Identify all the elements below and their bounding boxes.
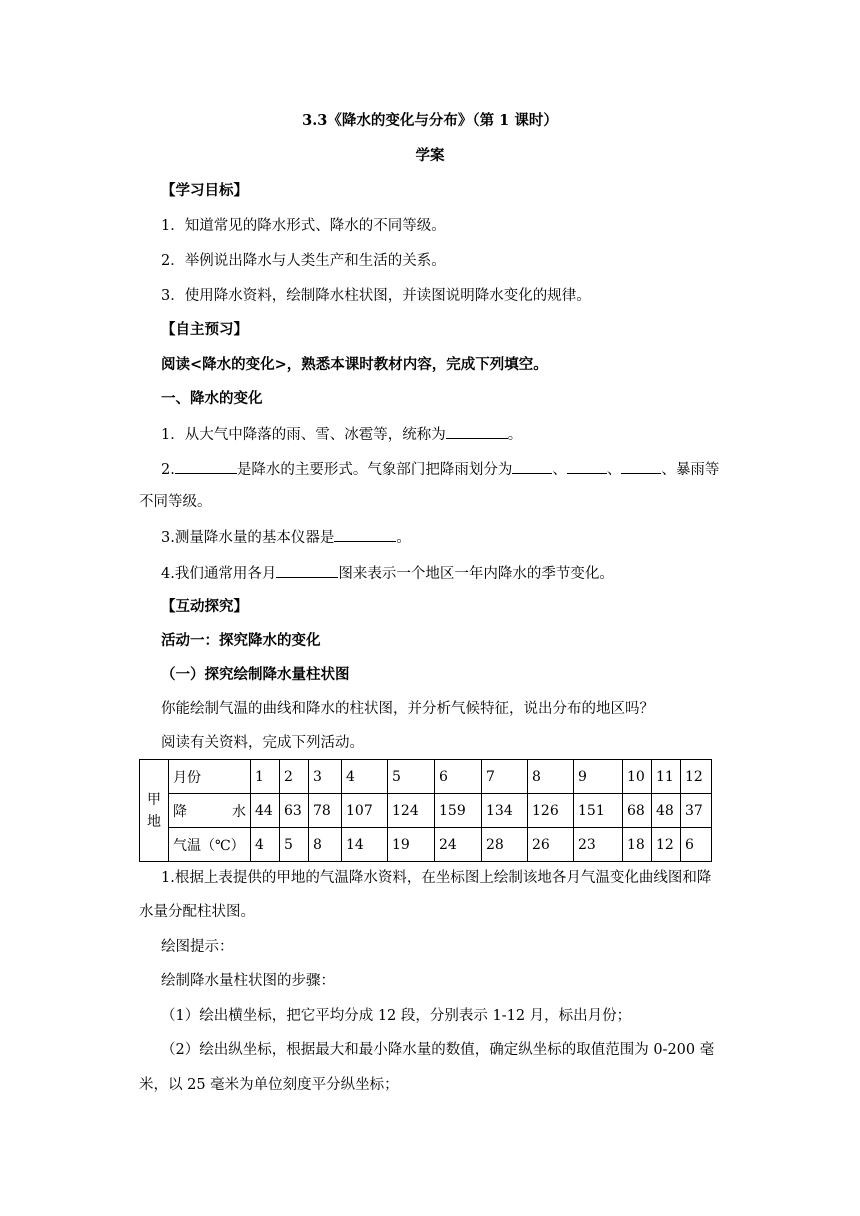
steps-title: 绘制降水量柱状图的步骤：	[161, 973, 335, 989]
table-cell: 48	[652, 794, 681, 828]
separator: 、	[552, 462, 567, 478]
table-cell: 12	[681, 760, 712, 794]
table-cell: 3	[309, 760, 342, 794]
row-label: 月份	[169, 760, 251, 794]
place-label: 甲	[147, 791, 161, 808]
question-text: 4.我们通常用各月	[161, 566, 277, 582]
table-cell: 4	[251, 828, 280, 862]
table-cell: 6	[435, 760, 482, 794]
table-cell: 23	[574, 828, 623, 862]
explore-paragraph: 阅读有关资料，完成下列活动。	[161, 735, 364, 751]
table-cell: 1	[251, 760, 280, 794]
preview-section-title: 一、降水的变化	[161, 390, 263, 407]
explore-paragraph: 你能绘制气温的曲线和降水的柱状图，并分析气候特征，说出分布的地区吗？	[161, 701, 654, 717]
step-item: （2）绘出纵坐标，根据最大和最小降水量的数值，确定纵坐标的取值范围为 0-200 毫	[161, 1042, 715, 1058]
question-text: 图来表示一个地区一年内降水的季节变化。	[338, 566, 614, 582]
table-cell: 9	[574, 760, 623, 794]
task-paragraph: 1.根据上表提供的甲地的气温降水资料，在坐标图上绘制该地各月气温变化曲线图和降	[161, 870, 712, 886]
row-label	[169, 794, 251, 828]
table-cell: 19	[388, 828, 435, 862]
table-cell: 5	[388, 760, 435, 794]
question-text: 2.	[161, 462, 175, 478]
place-label: 地	[147, 813, 161, 830]
climate-data-table	[139, 759, 712, 862]
question-text: 是降水的主要形式。气象部门把降雨划分为	[236, 462, 513, 478]
table-cell: 11	[652, 760, 681, 794]
fill-blank[interactable]	[567, 459, 607, 474]
table-cell: 151	[574, 794, 623, 828]
question-2	[161, 459, 719, 480]
table-cell: 24	[435, 828, 482, 862]
question-3	[161, 527, 411, 548]
row-label: 气温（℃）	[169, 828, 251, 862]
goals-heading: 【学习目标】	[161, 182, 248, 199]
goal-item: 1．知道常见的降水形式、降水的不同等级。	[161, 218, 446, 234]
step-item-continued: 米，以 25 毫米为单位刻度平分纵坐标；	[139, 1077, 399, 1093]
step-item: （1）绘出横坐标，把它平均分成 12 段，分别表示 1-12 月，标出月份；	[161, 1008, 632, 1024]
question-text: 。	[507, 427, 523, 443]
table-cell: 134	[482, 794, 528, 828]
preview-heading: 【自主预习】	[161, 321, 248, 338]
question-text: 。	[396, 530, 411, 546]
table-cell: 10	[623, 760, 652, 794]
question-text: 3.测量降水量的基本仪器是	[161, 530, 335, 546]
goal-item: 2．举例说出降水与人类生产和生活的关系。	[161, 253, 446, 269]
sub-activity-title: （一）探究绘制降水量柱状图	[161, 666, 350, 683]
table-cell: 4	[342, 760, 388, 794]
table-cell: 5	[280, 828, 309, 862]
table-cell: 124	[388, 794, 435, 828]
question-4	[161, 563, 614, 584]
hint-label: 绘图提示：	[161, 939, 234, 955]
table-cell: 14	[342, 828, 388, 862]
table-cell: 6	[681, 828, 712, 862]
fill-blank[interactable]	[276, 563, 338, 578]
table-cell: 26	[528, 828, 574, 862]
table-cell: 126	[528, 794, 574, 828]
table-cell: 159	[435, 794, 482, 828]
table-cell: 12	[652, 828, 681, 862]
question-text: 、暴雨等	[661, 462, 720, 478]
place-label-cell	[140, 760, 169, 862]
table-cell: 68	[623, 794, 652, 828]
page-subtitle: 学案	[415, 147, 445, 164]
fill-blank[interactable]	[175, 459, 237, 474]
table-cell: 63	[280, 794, 309, 828]
table-cell: 78	[309, 794, 342, 828]
question-2-continued: 不同等级。	[139, 494, 212, 510]
table-cell: 44	[251, 794, 280, 828]
fill-blank[interactable]	[512, 459, 552, 474]
fill-blank[interactable]	[334, 527, 396, 542]
task-paragraph-continued: 水量分配柱状图。	[139, 904, 255, 920]
activity-title: 活动一：探究降水的变化	[161, 632, 321, 649]
table-cell: 18	[623, 828, 652, 862]
table-cell: 37	[681, 794, 712, 828]
table-cell: 2	[280, 760, 309, 794]
table-row	[140, 828, 712, 862]
table-cell: 28	[482, 828, 528, 862]
table-row	[140, 760, 712, 794]
page-title: 3.3《降水的变化与分布》（第 1 课时）	[302, 112, 558, 129]
table-cell: 8	[528, 760, 574, 794]
explore-heading: 【互动探究】	[161, 598, 248, 615]
fill-blank[interactable]	[446, 424, 508, 439]
row-label-part: 降	[173, 803, 187, 820]
preview-instruction: 阅读<降水的变化>，熟悉本课时教材内容，完成下列填空。	[161, 356, 548, 373]
table-cell: 8	[309, 828, 342, 862]
goal-item: 3．使用降水资料，绘制降水柱状图，并读图说明降水变化的规律。	[161, 288, 591, 304]
separator: 、	[606, 462, 622, 478]
table-row	[140, 794, 712, 828]
table-cell: 7	[482, 760, 528, 794]
row-label-part: 水	[232, 803, 246, 820]
question-text: 1．从大气中降落的雨、雪、冰雹等，统称为	[161, 427, 446, 443]
table-cell: 107	[342, 794, 388, 828]
fill-blank[interactable]	[621, 459, 661, 474]
question-1	[161, 424, 522, 445]
